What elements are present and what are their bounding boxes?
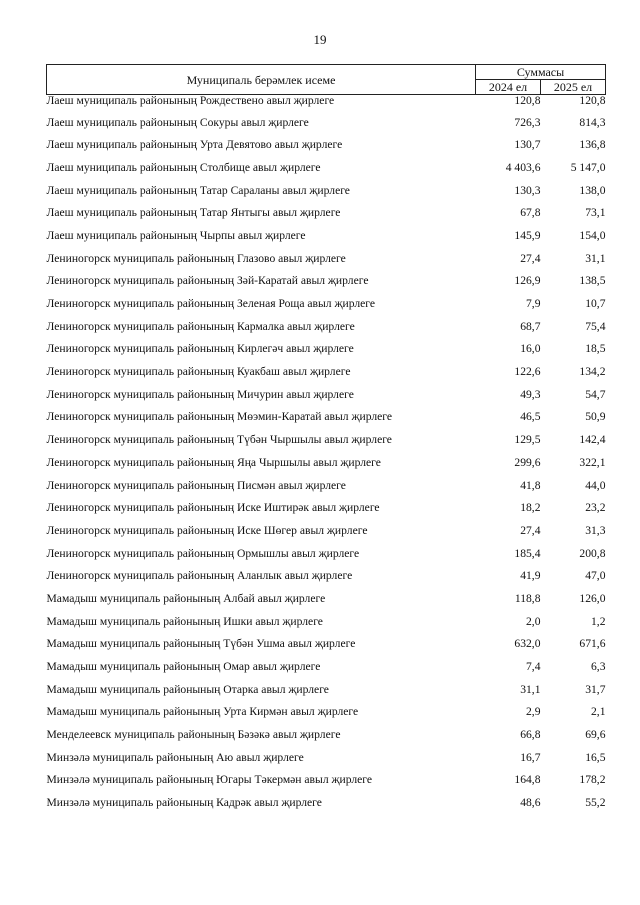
value-2025: 5 147,0 [570, 160, 606, 174]
municipality-name: Лениногорск муниципаль районының Ормышлы авыл җирлеге [46, 546, 360, 560]
value-2024: 27,4 [520, 251, 541, 265]
municipality-name: Мамадыш муниципаль районының Урта Кирмән авыл җирлеге [46, 705, 359, 719]
value-2025: 54,7 [585, 387, 606, 401]
table-row [47, 587, 606, 610]
municipality-name: Минзәлә муниципаль районының Кадрәк авыл җирлеге [46, 796, 322, 810]
value-2025: 18,5 [585, 342, 606, 356]
page-number: 19 [313, 32, 327, 47]
value-2025: 138,0 [579, 183, 606, 197]
value-2024: 126,9 [514, 274, 541, 288]
value-2025: 31,7 [585, 682, 606, 696]
table-row [47, 383, 606, 406]
municipality-name: Лениногорск муниципаль районының Кармалка авыл җирлеге [46, 319, 355, 333]
municipality-name: Мамадыш муниципаль районының Түбән Ушма авыл җирлеге [46, 637, 356, 651]
table-row [47, 95, 606, 112]
municipality-name: Лаеш муниципаль районының Столбище авыл җирлеге [46, 160, 321, 174]
value-2024: 299,6 [514, 455, 541, 469]
municipality-name: Лениногорск муниципаль районының Мөэмин-Каратай авыл җирлеге [46, 410, 393, 424]
value-2025: 671,6 [579, 637, 606, 651]
value-2025: 73,1 [585, 206, 606, 220]
value-2024: 48,6 [520, 796, 541, 810]
table-header [47, 65, 606, 95]
value-2024: 632,0 [514, 637, 541, 651]
value-2025: 126,0 [579, 591, 606, 605]
table-row [47, 247, 606, 270]
value-2025: 136,8 [579, 138, 606, 152]
municipality-name: Лениногорск муниципаль районының Түбән Чыршылы авыл җирлеге [46, 433, 392, 447]
municipality-name: Лаеш муниципаль районының Татар Янтыгы авыл җирлеге [46, 206, 341, 220]
value-2024: 18,2 [520, 501, 541, 515]
value-2024: 31,1 [520, 682, 541, 696]
table-row [47, 156, 606, 179]
municipality-name: Лениногорск муниципаль районының Иске Шөгер авыл җирлеге [46, 523, 368, 537]
value-2025: 50,9 [585, 410, 606, 424]
table-row [47, 497, 606, 520]
table-row [47, 565, 606, 588]
header-year-2025: 2025 ел [541, 80, 606, 95]
table-row [47, 678, 606, 701]
table-row [47, 451, 606, 474]
table-row [47, 724, 606, 747]
value-2025: 31,1 [585, 251, 606, 265]
table-row [47, 134, 606, 157]
municipality-name: Мамадыш муниципаль районының Ишки авыл җирлеге [46, 614, 323, 628]
budget-table [46, 64, 606, 814]
value-2024: 41,8 [520, 478, 541, 492]
municipality-name: Минзәлә муниципаль районының Югары Тәкермән авыл җирлеге [46, 773, 373, 787]
municipality-name: Лаеш муниципаль районының Урта Девятово авыл җирлеге [46, 138, 343, 152]
value-2025: 178,2 [579, 773, 606, 787]
value-2024: 7,4 [526, 660, 541, 674]
table-row [47, 338, 606, 361]
value-2024: 130,3 [514, 183, 541, 197]
value-2024: 16,7 [520, 750, 541, 764]
value-2025: 142,4 [579, 433, 606, 447]
value-2024: 129,5 [514, 433, 541, 447]
value-2024: 2,0 [526, 614, 541, 628]
municipality-name: Лаеш муниципаль районының Чырпы авыл җирлеге [46, 228, 306, 242]
value-2024: 2,9 [526, 705, 541, 719]
value-2024: 120,8 [514, 94, 541, 107]
value-2025: 23,2 [585, 501, 606, 515]
table-row [47, 202, 606, 225]
value-2024: 16,0 [520, 342, 541, 356]
value-2025: 200,8 [579, 546, 606, 560]
table-row [47, 270, 606, 293]
municipality-name: Лаеш муниципаль районының Татар Сараланы авыл җирлеге [46, 183, 350, 197]
municipality-name: Лениногорск муниципаль районының Глазово авыл җирлеге [46, 251, 346, 265]
value-2025: 10,7 [585, 297, 606, 311]
value-2024: 726,3 [514, 115, 541, 129]
value-2025: 16,5 [585, 750, 606, 764]
value-2025: 2,1 [591, 705, 606, 719]
header-name: Муниципаль берәмлек исеме [47, 65, 476, 95]
table-row [47, 633, 606, 656]
table-row [47, 179, 606, 202]
municipality-name: Лениногорск муниципаль районының Зәй-Каратай авыл җирлеге [46, 274, 369, 288]
value-2025: 69,6 [585, 728, 606, 742]
table-row [47, 315, 606, 338]
table-row [47, 610, 606, 633]
value-2024: 68,7 [520, 319, 541, 333]
table-body [47, 95, 606, 815]
value-2024: 4 403,6 [505, 160, 541, 174]
value-2025: 6,3 [591, 660, 606, 674]
table-row [47, 519, 606, 542]
municipality-name: Минзәлә муниципаль районының Аю авыл җирлеге [46, 750, 304, 764]
value-2024: 122,6 [514, 365, 541, 379]
value-2025: 44,0 [585, 478, 606, 492]
table-row [47, 656, 606, 679]
value-2024: 66,8 [520, 728, 541, 742]
municipality-name: Лениногорск муниципаль районының Зеленая Роща авыл җирлеге [46, 297, 376, 311]
table-row [47, 792, 606, 815]
value-2024: 130,7 [514, 138, 541, 152]
value-2025: 47,0 [585, 569, 606, 583]
value-2024: 118,8 [514, 591, 541, 605]
value-2025: 138,5 [579, 274, 606, 288]
value-2025: 154,0 [579, 228, 606, 242]
value-2024: 7,9 [526, 297, 541, 311]
municipality-name: Лаеш муниципаль районының Рождествено авыл җирлеге [46, 94, 335, 107]
value-2024: 185,4 [514, 546, 541, 560]
value-2024: 67,8 [520, 206, 541, 220]
municipality-name: Мамадыш муниципаль районының Омар авыл җирлеге [46, 660, 321, 674]
value-2024: 46,5 [520, 410, 541, 424]
table-row [47, 406, 606, 429]
table-row [47, 769, 606, 792]
table-row [47, 429, 606, 452]
municipality-name: Лаеш муниципаль районының Сокуры авыл җирлеге [46, 115, 309, 129]
table-row [47, 746, 606, 769]
municipality-name: Мамадыш муниципаль районының Албай авыл җирлеге [46, 591, 326, 605]
municipality-name: Лениногорск муниципаль районының Иске Иштирәк авыл җирлеге [46, 501, 380, 515]
value-2025: 31,3 [585, 523, 606, 537]
value-2024: 49,3 [520, 387, 541, 401]
table-row [47, 224, 606, 247]
header-sum: Суммасы [476, 65, 606, 80]
table-row [47, 701, 606, 724]
value-2025: 322,1 [579, 455, 606, 469]
table-row [47, 361, 606, 384]
municipality-name: Лениногорск муниципаль районының Кирлегәч авыл җирлеге [46, 342, 354, 356]
municipality-name: Лениногорск муниципаль районының Куакбаш авыл җирлеге [46, 365, 351, 379]
municipality-name: Мамадыш муниципаль районының Отарка авыл җирлеге [46, 682, 329, 696]
municipality-name: Менделеевск муниципаль районының Бәзәкә авыл җирлеге [46, 728, 341, 742]
value-2025: 120,8 [579, 94, 606, 107]
table-row [47, 293, 606, 316]
table-row [47, 542, 606, 565]
value-2025: 55,2 [585, 796, 606, 810]
municipality-name: Лениногорск муниципаль районының Аланлык авыл җирлеге [46, 569, 353, 583]
municipality-name: Лениногорск муниципаль районының Писмән авыл җирлеге [46, 478, 346, 492]
municipality-name: Лениногорск муниципаль районының Мичурин авыл җирлеге [46, 387, 354, 401]
value-2024: 41,9 [520, 569, 541, 583]
value-2025: 134,2 [579, 365, 606, 379]
header-year-2024: 2024 ел [476, 80, 541, 95]
value-2024: 145,9 [514, 228, 541, 242]
value-2025: 1,2 [591, 614, 606, 628]
municipality-name: Лениногорск муниципаль районының Яңа Чыршылы авыл җирлеге [46, 455, 381, 469]
table-row [47, 474, 606, 497]
value-2024: 164,8 [514, 773, 541, 787]
table-row [47, 111, 606, 134]
header-row-top [47, 65, 606, 80]
value-2025: 75,4 [585, 319, 606, 333]
value-2025: 814,3 [579, 115, 606, 129]
value-2024: 27,4 [520, 523, 541, 537]
